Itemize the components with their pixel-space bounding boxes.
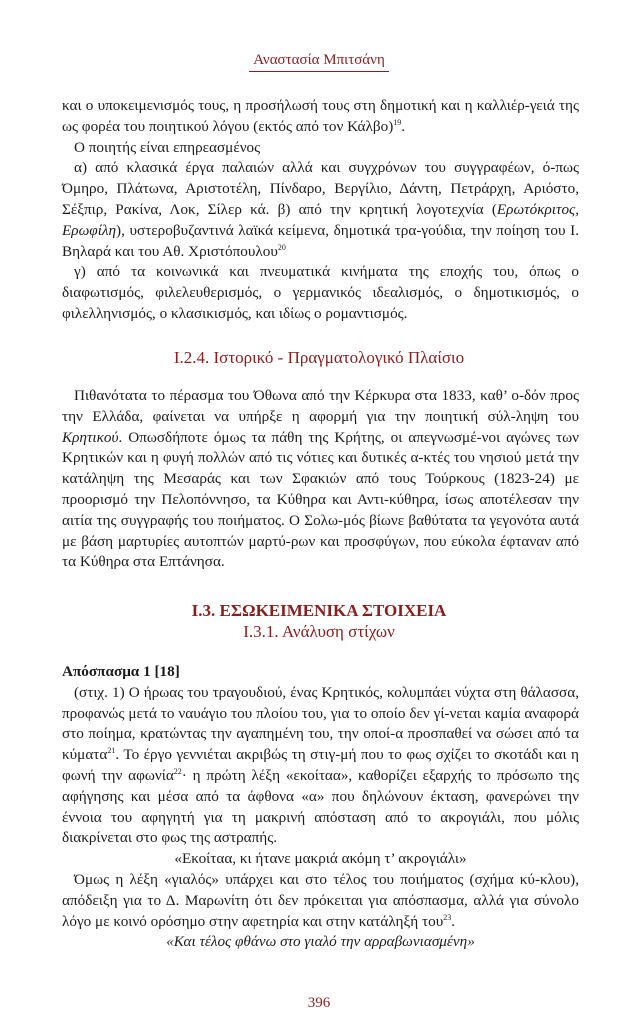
paragraph-text: .: [401, 117, 406, 135]
context-block: [62, 386, 579, 573]
paragraph: [62, 683, 579, 849]
paragraph-text: Όμως η λέξη «γιαλός» υπάρχει και στο τέλος του ποιήματος (σχήμα κύ-κλου), απόδειξη για το Δ. Μαρωνίτη ότι δεν πρόκειται για απόσπασμα, αλλά για σύνολο λόγο με κοινό ορόσημο στην αφετηρία και στην κατάληξή του: [62, 870, 579, 930]
italic-title: Ερωτόκριτος, Ερωφίλη: [62, 200, 579, 239]
chapter-heading: Ι.3. ΕΣΩΚΕΙΜΕΝΙΚΑ ΣΤΟΙΧΕΙΑ: [191, 601, 447, 620]
footnote-ref: 23: [443, 912, 452, 922]
running-header: [0, 52, 638, 72]
fragment-block: [62, 662, 579, 953]
intro-block: [62, 96, 579, 325]
paragraph: [62, 96, 579, 138]
subsection-heading: Ι.3.1. Ανάλυση στίχων: [243, 622, 395, 641]
paragraph-text: · η πρώτη λέξη «εκοίταα», καθορίζει εξαρχής το πρόσωπο της αφήγησης και μέσα από τα άφθονα «α» που δηλώνουν έκταση, φανερώνει την έννοια του αφηγητή για τη μακρινή απόσταση από το ακρογιάλι, που μόλις διακρίνεται στο φως της αστραπής.: [62, 766, 579, 847]
paragraph-text: .: [451, 912, 456, 930]
page-number: 396: [307, 995, 331, 1011]
paragraph: [62, 386, 579, 573]
footnote-ref: 19: [393, 117, 402, 127]
paragraph-text: α) από κλασικά έργα παλαιών αλλά και συγχρόνων του συγγραφέων, ό-πως Όμηρο, Πλάτωνα, Αριστοτέλη, Πίνδαρο, Βεργίλιο, Δάντη, Πετράρχη, Αριόστο, Σέξπιρ, Ρακίνα, Λοκ, Σίλερ κά. β) από την κρητική λογοτεχνία (: [62, 159, 579, 218]
verse-quote: «Εκοίταα, κι ήτανε μακριά ακόμη τ’ ακρογιάλι»: [174, 850, 467, 868]
footnote-ref: 21: [107, 746, 116, 756]
paragraph-text: . Το έργο γεννιέται ακριβώς τη στιγ-μή που το φως σχίζει το σκοτάδι και η φωνή την αφωνία: [62, 746, 579, 784]
paragraph: γ) από τα κοινωνικά και πνευματικά κινήματα της εποχής του, όπως ο διαφωτισμός, φιλελευθερισμός, ο γερμανικός ιδεαλισμός, ο δημοτικισμός, ο φιλελληνισμός, ο κλασικισμός, και ιδίως ο ρομαντισμός.: [62, 263, 579, 322]
paragraph-text: και ο υποκειμενισμός τους, η προσήλωσή τους στη δημοτική και η καλλιέρ-γειά της ως φορέα του ποιητικού λόγου (εκτός από τον Κάλβο): [62, 97, 579, 135]
paragraph-text: Πιθανότατα το πέρασμα του Όθωνα από την Κέρκυρα στα 1833, καθ’ ο-δόν προς την Ελλάδα, φαίνεται να υπήρξε η αφορμή για την ποιητική σύλ-ληψη του: [62, 387, 579, 425]
fragment-heading: Απόσπασμα 1 [18]: [62, 663, 180, 680]
section-heading: Ι.2.4. Ιστορικό - Πραγματολογικό Πλαίσιο: [173, 348, 465, 367]
italic-title: Κρητικού: [62, 428, 119, 446]
paragraph-text: ), υστεροβυζαντινά λαϊκά κείμενα, δημοτικά τρα-γούδια, την ποίηση του Ι. Βηλαρά και του Αθ. Χριστόπουλου: [62, 221, 579, 260]
verse-quote: «Και τέλος φθάνω στο γιαλό την αρραβωνιασμένη»: [166, 933, 475, 951]
paragraph: [62, 158, 579, 262]
paragraph: [62, 870, 579, 932]
author-name: Αναστασία Μπιτσάνη: [249, 52, 389, 72]
paragraph: Ο ποιητής είναι επηρεασμένος: [74, 138, 261, 156]
footnote-ref: 22: [173, 766, 182, 776]
paragraph-text: . Οπωσδήποτε όμως τα πάθη της Κρήτης, οι απεγνωσμέ-νοι αγώνες των Κρητικών και η φυγή πολλών από τις νότιες και δυτικές α-κτές του νησιού μετά την κατάληψη της Μεσαράς και των Σφακιών από τους Τούρκους (1823-24) με προορισμό την Πελοπόννησο, τα Κύθηρα και Αντι-κύθηρα, ίσως αποτέλεσαν την αιτία της συγγραφής του ποιήματος. Ο Σολω-μός βίωνε βαθύτατα τα γεγονότα αυτά με βάση μαρτυρίες αυτοπτών μαρτύ-ρων και προσφύγων, που εύκολα έφταναν από τα Κύθηρα στα Επτάνησα.: [62, 428, 579, 571]
paragraph-text: (στιχ. 1) Ο ήρωας του τραγουδιού, ένας Κρητικός, κολυμπάει νύχτα στη θάλασσα, προφανώς μετά το ναυάγιο του πλοίου του, για το οποίο δεν γί-νεται καμία αναφορά στο ποίημα, κρατώντας την αγαπημένη του, την οποί-α προσπαθεί να σώσει από τα κύματα: [62, 683, 579, 764]
footnote-ref: 20: [277, 242, 286, 252]
